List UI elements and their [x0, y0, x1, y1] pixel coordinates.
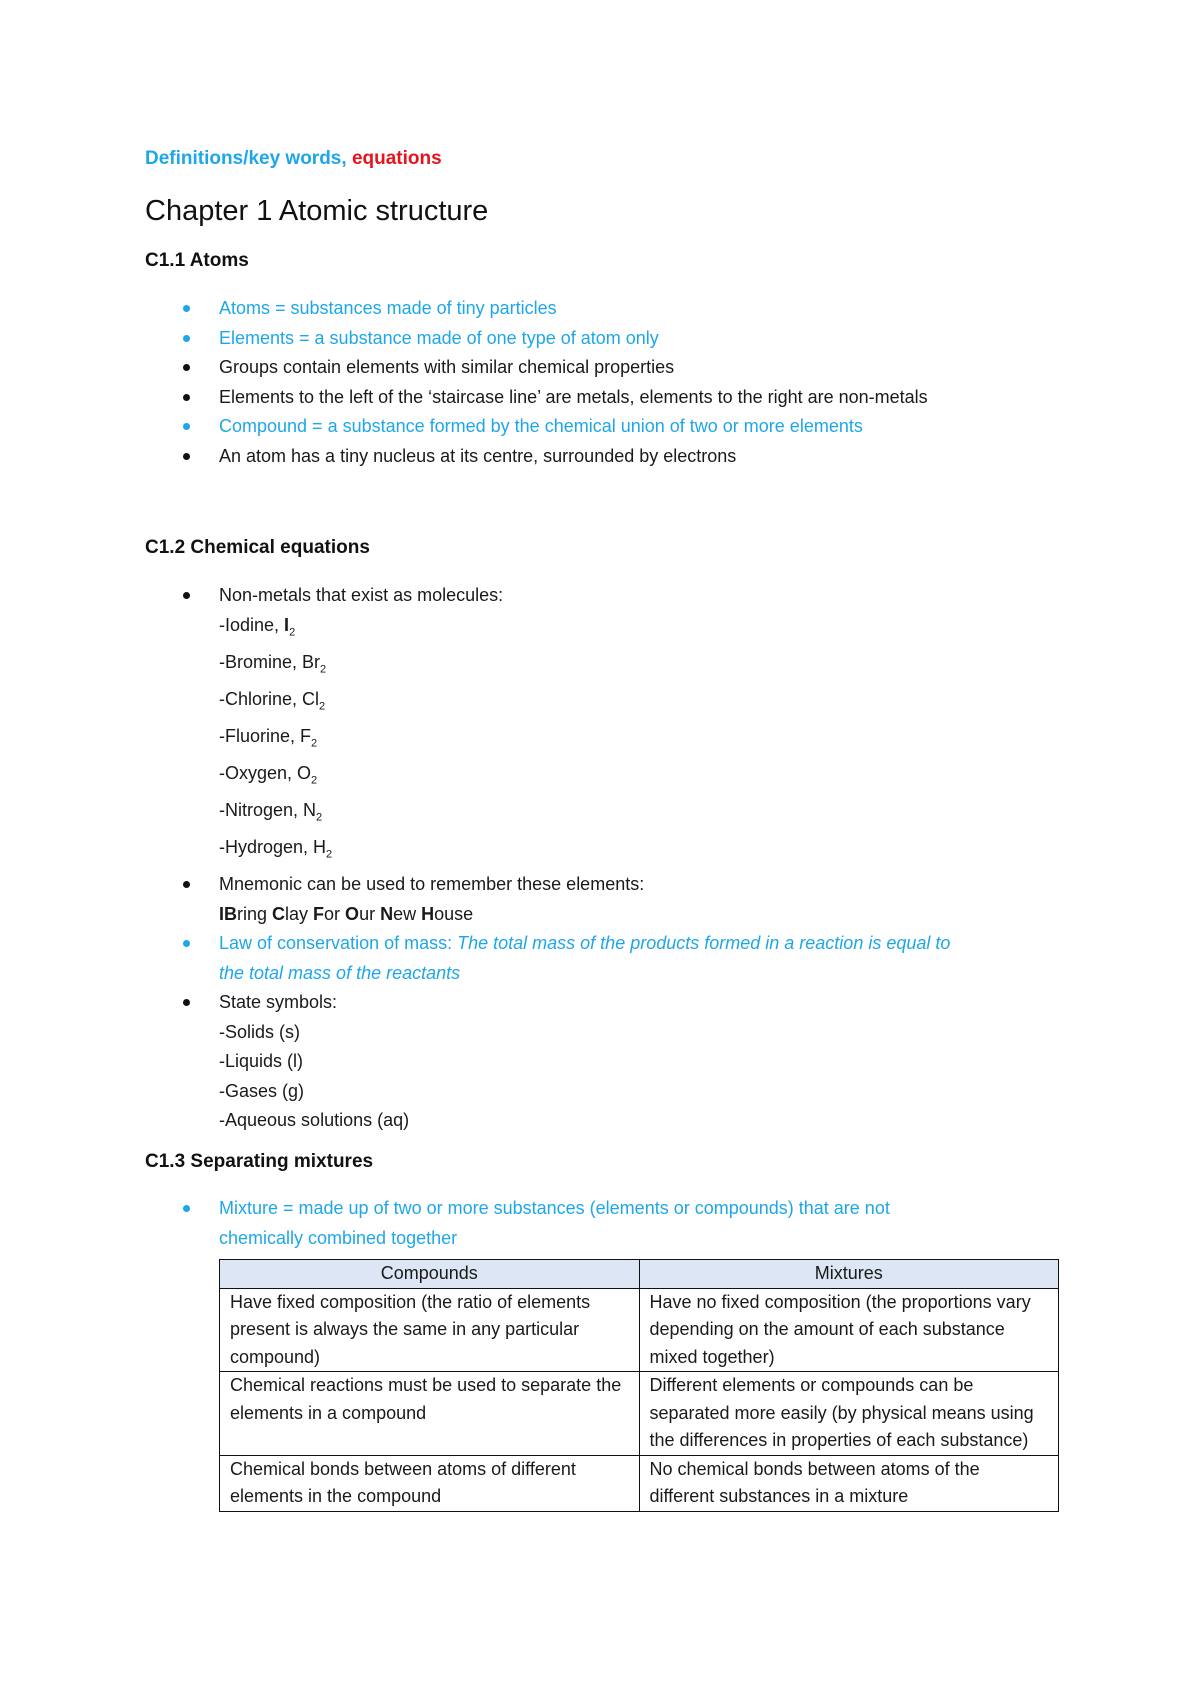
- list-item: [0, 1194, 1200, 1253]
- table-header-row: [220, 1260, 1059, 1289]
- comparison-table: [219, 1259, 1059, 1512]
- section-heading-c1-1: C1.1 Atoms: [145, 250, 249, 271]
- list-item: [0, 294, 1200, 324]
- molecule-subscript: 2: [319, 700, 326, 713]
- list-item: [0, 412, 1200, 442]
- mixture-definition: Mixture = made up of two or more substances (elements or compounds) that are not: [219, 1198, 890, 1218]
- table-cell: Chemical bonds between atoms of different elements in the compound: [220, 1455, 640, 1511]
- list-item: [0, 870, 1200, 929]
- mnemonic-initial: C: [272, 903, 286, 924]
- bullet-icon: [183, 592, 190, 599]
- list-item: [0, 442, 1200, 472]
- bullet-icon: [183, 364, 190, 371]
- state-symbols-intro: State symbols:: [219, 992, 338, 1013]
- table-cell: Have no fixed composition (the proportions vary depending on the amount of each substance mixed together): [639, 1288, 1059, 1372]
- table-header: Compounds: [220, 1260, 640, 1289]
- molecule-name: -Iodine,: [219, 614, 285, 635]
- molecule-symbol: Br: [302, 651, 321, 672]
- table-cell: Chemical reactions must be used to separate the elements in a compound: [220, 1372, 640, 1456]
- mnemonic-rest: ouse: [434, 903, 474, 924]
- molecule-symbol: Cl: [302, 688, 320, 709]
- mnemonic-initial: F: [313, 903, 325, 924]
- list-item-text: Compound = a substance formed by the chemical union of two or more elements: [219, 416, 863, 436]
- molecule-symbol: I: [284, 614, 290, 635]
- table-cell: Different elements or compounds can be separated more easily (by physical means using the differences in properties of each substance): [639, 1372, 1059, 1456]
- molecule-list: [219, 611, 1200, 871]
- bullet-icon: [183, 1205, 190, 1212]
- mnemonic-rest: ring: [237, 903, 273, 924]
- table-row: [220, 1455, 1059, 1511]
- molecule-line: [219, 685, 1200, 722]
- state-symbol: -Solids (s): [219, 1021, 301, 1042]
- molecule-line: [219, 611, 1200, 648]
- state-symbol: -Gases (g): [219, 1080, 305, 1101]
- table-header: Mixtures: [639, 1260, 1059, 1289]
- list-item-text: Elements = a substance made of one type of atom only: [219, 327, 659, 348]
- mnemonic-intro: Mnemonic can be used to remember these elements:: [219, 874, 645, 895]
- bullet-icon: [183, 453, 190, 460]
- table-cell: Have fixed composition (the ratio of elements present is always the same in any particular compound): [220, 1288, 640, 1372]
- molecule-subscript: 2: [320, 663, 327, 676]
- mnemonic-rest: lay: [285, 903, 314, 924]
- molecule-symbol: O: [297, 762, 312, 783]
- section-heading-c1-3: C1.3 Separating mixtures: [145, 1151, 374, 1172]
- molecule-line: [219, 648, 1200, 685]
- bullet-icon: [183, 940, 190, 947]
- molecule-name: -Oxygen,: [219, 762, 298, 783]
- molecule-subscript: 2: [326, 848, 333, 861]
- table-row: [220, 1288, 1059, 1372]
- molecule-name: -Nitrogen,: [219, 799, 304, 820]
- list-item-text: Elements to the left of the ‘staircase line’ are metals, elements to the right are non-metals: [219, 386, 928, 407]
- molecule-subscript: 2: [316, 811, 323, 824]
- molecule-name: -Chlorine,: [219, 688, 303, 709]
- state-symbol: -Liquids (l): [219, 1051, 304, 1072]
- table-cell: No chemical bonds between atoms of the different substances in a mixture: [639, 1455, 1059, 1511]
- law-text: The total mass of the products formed in a reaction is equal to: [457, 933, 951, 954]
- table-row: [220, 1372, 1059, 1456]
- legend-equations: equations: [351, 148, 442, 169]
- list-item: [0, 581, 1200, 870]
- mnemonic-rest: or: [324, 903, 346, 924]
- mnemonic-initial: H: [421, 903, 435, 924]
- list-item: [0, 324, 1200, 354]
- molecule-name: -Fluorine,: [219, 725, 301, 746]
- molecule-line: [219, 796, 1200, 833]
- mnemonic-initial: IB: [219, 903, 237, 924]
- list-item-text: Atoms = substances made of tiny particles: [219, 298, 557, 318]
- chapter-title: Chapter 1 Atomic structure: [145, 195, 489, 227]
- molecule-symbol: H: [313, 837, 327, 858]
- bullet-icon: [183, 335, 190, 342]
- molecule-subscript: 2: [311, 737, 318, 750]
- molecule-symbol: F: [300, 725, 312, 746]
- molecule-subscript: 2: [289, 626, 296, 639]
- bullet-icon: [183, 999, 190, 1006]
- list-item-text: Groups contain elements with similar chemical properties: [219, 357, 675, 377]
- list-item: [0, 988, 1200, 1136]
- mnemonic-rest: ur: [359, 903, 381, 924]
- molecules-intro: Non-metals that exist as molecules:: [219, 585, 504, 605]
- bullet-icon: [183, 305, 190, 312]
- molecule-name: -Bromine,: [219, 651, 303, 672]
- state-symbol: -Aqueous solutions (aq): [219, 1110, 410, 1131]
- molecule-line: [219, 833, 1200, 870]
- mnemonic-phrase: [219, 900, 1200, 930]
- law-text-cont: the total mass of the reactants: [219, 962, 461, 983]
- section-heading-c1-2: C1.2 Chemical equations: [145, 537, 370, 558]
- list-item: [0, 383, 1200, 413]
- equations-list: [0, 581, 1200, 1136]
- color-legend: [145, 148, 442, 170]
- molecule-name: -Hydrogen,: [219, 837, 314, 858]
- atoms-list: [0, 294, 1200, 471]
- mnemonic-rest: ew: [393, 903, 422, 924]
- bullet-icon: [183, 394, 190, 401]
- mnemonic-initial: O: [345, 903, 360, 924]
- list-item: [0, 929, 1200, 988]
- bullet-icon: [183, 423, 190, 430]
- molecule-subscript: 2: [311, 774, 318, 787]
- mixtures-list: [0, 1194, 1200, 1253]
- bullet-icon: [183, 881, 190, 888]
- molecule-symbol: N: [303, 799, 317, 820]
- mnemonic-initial: N: [380, 903, 394, 924]
- legend-definitions: Definitions/key words,: [145, 148, 347, 169]
- molecule-line: [219, 722, 1200, 759]
- molecule-line: [219, 759, 1200, 796]
- mixture-definition-cont: chemically combined together: [219, 1227, 458, 1248]
- list-item: [0, 353, 1200, 383]
- law-label: Law of conservation of mass:: [219, 933, 458, 954]
- list-item-text: An atom has a tiny nucleus at its centre, surrounded by electrons: [219, 445, 737, 466]
